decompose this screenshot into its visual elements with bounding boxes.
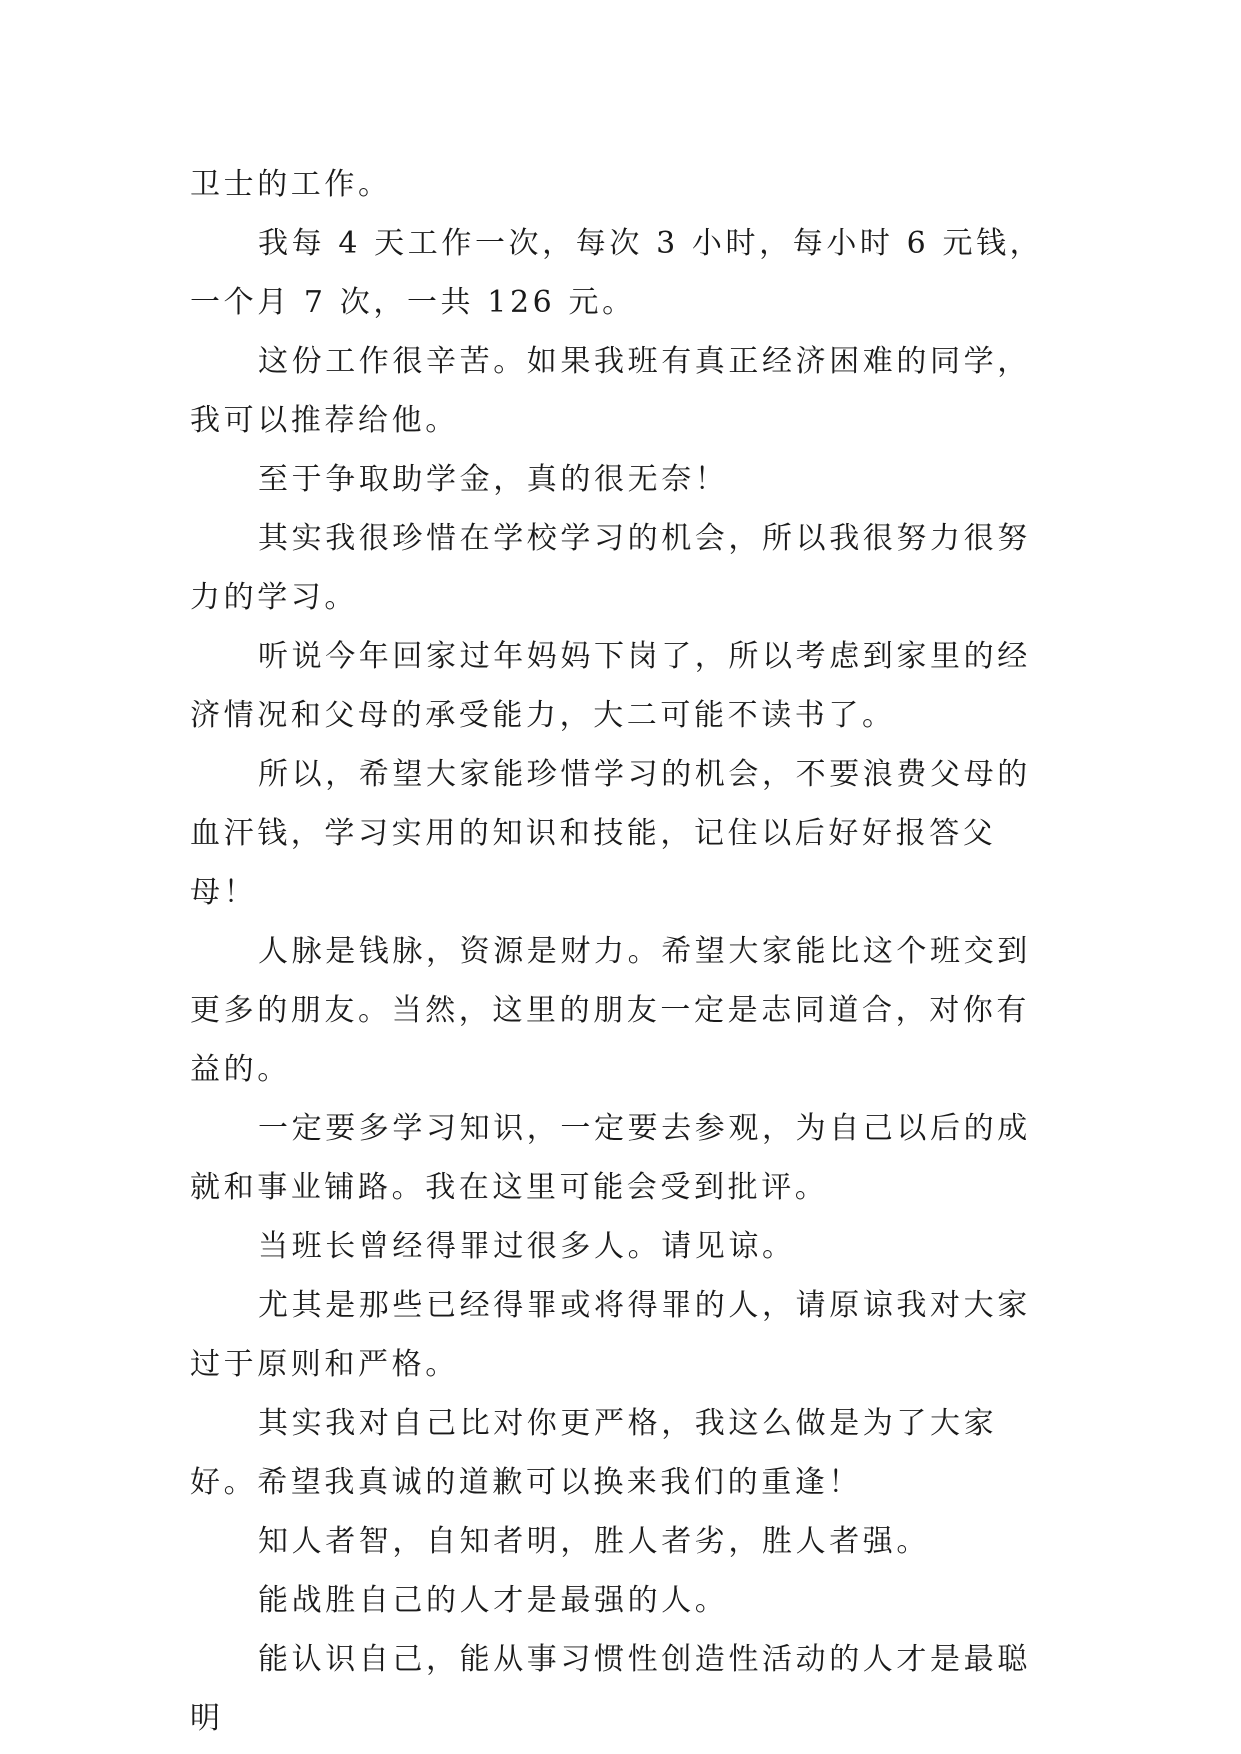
paragraph-14: 能战胜自己的人才是最强的人。 (258, 1583, 729, 1618)
paragraph-12: 其实我对自己比对你更严格，我这么做是为了大家好。希望我真诚的道歉可以换来我们的重逢！ (190, 1406, 998, 1500)
paragraph-6: 听说今年回家过年妈妈下岗了，所以考虑到家里的经济情况和父母的承受能力，大二可能不读书了。 (190, 639, 1031, 733)
paragraph-10: 当班长曾经得罪过很多人。请见谅。 (258, 1229, 796, 1264)
paragraph-9: 一定要多学习知识，一定要去参观，为自己以后的成就和事业铺路。我在这里可能会受到批评。 (190, 1111, 1031, 1205)
paragraph-11: 尤其是那些已经得罪或将得罪的人，请原谅我对大家过于原则和严格。 (190, 1288, 1031, 1382)
paragraph-3: 这份工作很辛苦。如果我班有真正经济困难的同学，我可以推荐给他。 (190, 344, 1031, 438)
paragraph-2: 我每 4 天工作一次，每次 3 小时，每小时 6 元钱，一个月 7 次，一共 126 元。 (190, 226, 1044, 320)
paragraph-13: 知人者智，自知者明，胜人者劣，胜人者强。 (258, 1524, 930, 1559)
paragraph-7: 所以，希望大家能珍惜学习的机会，不要浪费父母的血汗钱，学习实用的知识和技能，记住以后好好报答父母！ (190, 757, 1031, 910)
paragraph-1: 卫士的工作。 (190, 167, 392, 202)
paragraph-15: 能认识自己，能从事习惯性创造性活动的人才是最聪明 (190, 1642, 1031, 1736)
paragraph-8: 人脉是钱脉，资源是财力。希望大家能比这个班交到更多的朋友。当然，这里的朋友一定是志同道合，对你有益的。 (190, 934, 1031, 1087)
paragraph-4: 至于争取助学金，真的很无奈！ (258, 462, 729, 497)
paragraph-5: 其实我很珍惜在学校学习的机会，所以我很努力很努力的学习。 (190, 521, 1031, 615)
document-body (190, 155, 1050, 1748)
